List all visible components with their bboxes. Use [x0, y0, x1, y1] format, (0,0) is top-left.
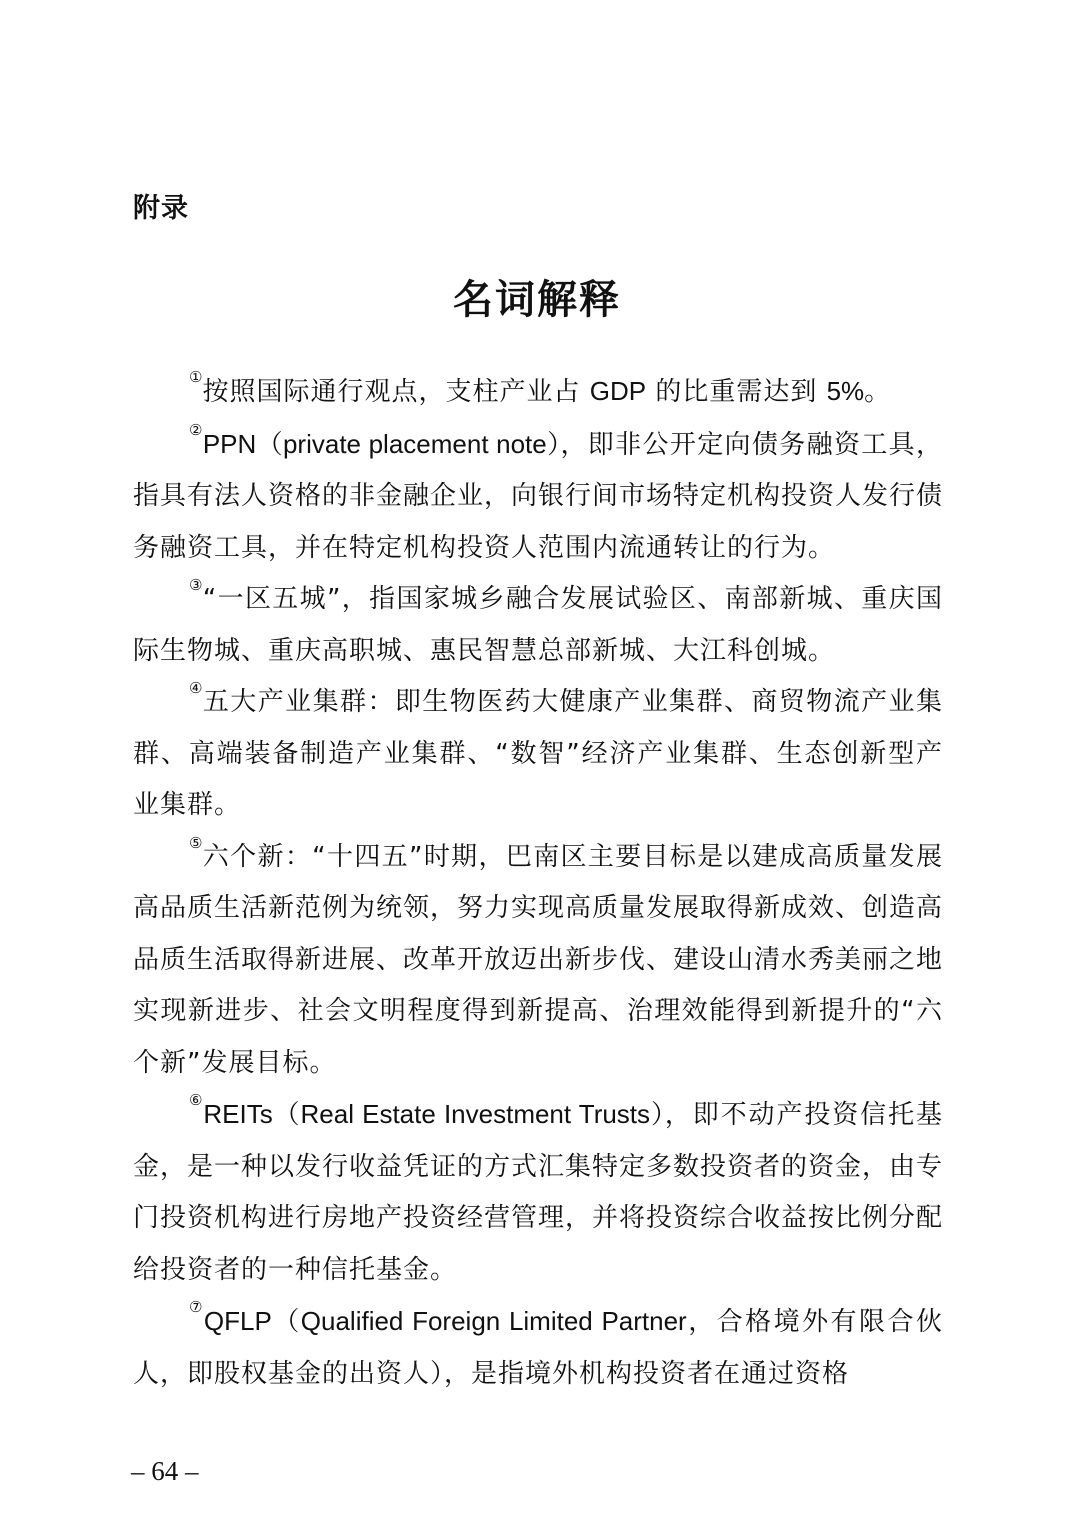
- entry-text: QFLP（Qualified Foreign Limited Partner: [203, 1306, 687, 1336]
- entry-text: 五大产业集群：即生物医药大健康产业集群、商贸物流产业集群、高端装备制造产业集群、“数智”经济产业集群、生态创新型产业集群。: [133, 687, 943, 820]
- glossary-entry: [133, 677, 943, 832]
- entry-text: REITs（Real Estate Investment Trusts）: [203, 1099, 665, 1129]
- page-title: 名词解释: [453, 276, 621, 323]
- entry-text: GDP: [589, 376, 647, 406]
- footnote-marker: ③: [189, 576, 203, 594]
- glossary-entry: [133, 1089, 943, 1296]
- glossary-body: [133, 366, 943, 1400]
- entry-text: 5%: [826, 376, 865, 406]
- glossary-entry: [133, 832, 943, 1090]
- footnote-marker: ②: [189, 420, 203, 439]
- footnote-marker: ⑥: [189, 1091, 204, 1109]
- entry-text: ，即不动产投资信托基金，是一种以发行收益凭证的方式汇集特定多数投资者的资金，由专门投资机构进行房地产投资经营管理，并将投资综合收益按比例分配给投资者的一种信托基金。: [133, 1100, 944, 1285]
- entry-text: “一区五城”，指国家城乡融合发展试验区、南部新城、重庆国际生物城、重庆高职城、惠民智慧总部新城、大江科创城。: [133, 584, 943, 666]
- entry-text: ，即非公开定向债务融资工具，指具有法人资格的非金融企业，向银行间市场特定机构投资人发行债务融资工具，并在特定机构投资人范围内流通转让的行为。: [133, 429, 944, 563]
- footnote-marker: ⑤: [189, 833, 203, 852]
- glossary-entry: [133, 419, 943, 575]
- footnote-marker: ⑦: [189, 1298, 204, 1316]
- glossary-entry: [133, 366, 943, 419]
- entry-text: 。: [864, 377, 892, 407]
- footnote-marker: ④: [189, 679, 203, 697]
- page-number: – 64 –: [131, 1456, 199, 1486]
- glossary-entry: [133, 1296, 943, 1400]
- entry-text: 六个新：“十四五”时期，巴南区主要目标是以建成高质量发展高品质生活新范例为统领，努力实现高质量发展取得新成效、创造高品质生活取得新进展、改革开放迈出新步伐、建设山清水秀美丽之地实现新进步、社会文明程度得到新提高、治理效能得到新提升的“六个新”发展目标。: [133, 841, 944, 1078]
- entry-text: 按照国际通行观点，支柱产业占: [202, 377, 590, 407]
- entry-text: PPN（private placement note）: [202, 428, 561, 459]
- glossary-entry: [133, 574, 943, 677]
- entry-text: 的比重需达到: [646, 377, 827, 407]
- entry-text: ，合格境外有限合伙人，即股权基金的出资人），是指境外机构投资者在通过资格: [133, 1307, 943, 1389]
- appendix-label: 附录: [133, 193, 189, 224]
- footnote-marker: ①: [189, 368, 203, 386]
